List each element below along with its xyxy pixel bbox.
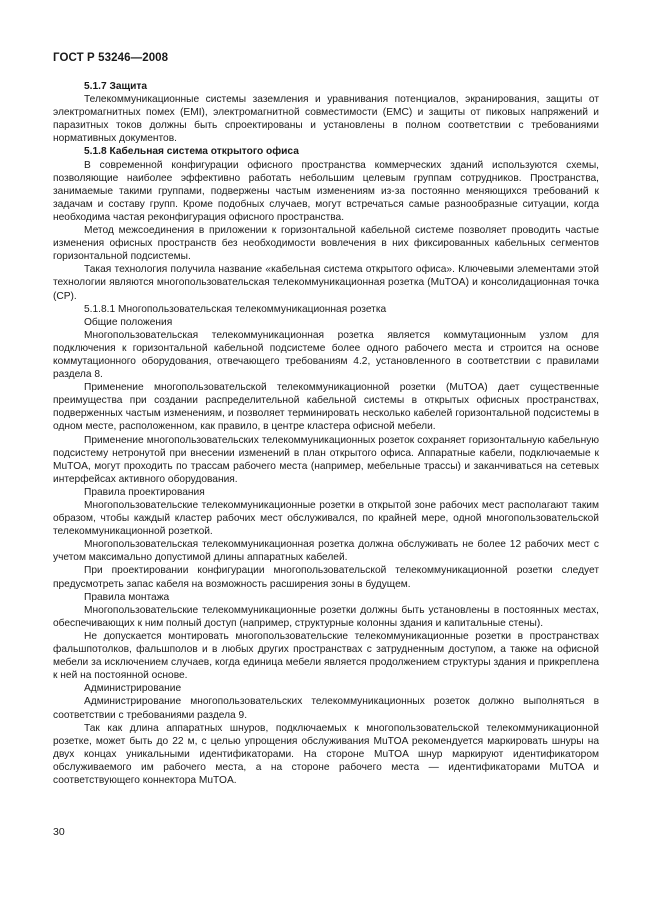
paragraph: Администрирование многопользовательских телекоммуникационных розеток должно выполняться в соответствии с требованиями раздела 9.	[53, 696, 599, 721]
paragraph: Многопользовательская телекоммуникационная розетка является коммутационным узлом для подключения к горизонтальной кабельной подсистеме более одного рабочего места и строится на основе коммутационного оборудования, отвечающего требованиям 4.2, установленного в соответствии с правилами раздела 8.	[53, 329, 599, 381]
subsection-title-general: Общие положения	[84, 316, 173, 328]
section-heading-5-1-7: 5.1.7 Защита	[84, 81, 148, 92]
document-header: ГОСТ Р 53246—2008	[53, 52, 169, 64]
subsection-title-design: Правила проектирования	[84, 486, 205, 498]
paragraph: Не допускается монтировать многопользовательские телекоммуникационные розетки в пространствах фальшпотолков, фальшполов и в любых других пространствах с затрудненным доступом, а также на офисной мебели за исключением случаев, когда единица мебели является продолжением структуры здания и прикреплена к ней на постоянной основе.	[53, 630, 599, 682]
paragraph: Многопользовательские телекоммуникационные розетки должны быть установлены в постоянных местах, обеспечивающих к ним полный доступ (например, структурные колонны здания и капитальные стены).	[53, 604, 599, 629]
subsection-title-installation: Правила монтажа	[84, 591, 170, 603]
paragraph: Применение многопользовательской телекоммуникационной розетки (MuTOA) дает существенные преимущества при создании распределительной кабельной системы в открытых офисных пространствах, подверженных частым изменениям, и позволяет терминировать несколько кабелей горизонтальной подсистемы в одном месте, расположенном, как правило, в центре кластера офисной мебели.	[53, 382, 599, 433]
page-number: 30	[53, 826, 65, 838]
paragraph: Телекоммуникационные системы заземления и уравнивания потенциалов, экранирования, защиты от электромагнитных помех (EMI), электромагнитной совместимости (EMC) и защиты от пиковых напряжений и паразитных токов должны быть спроектированы и установлены в полном соответствии с требованиями нормативных документов.	[53, 94, 599, 145]
paragraph: Многопользовательская телекоммуникационная розетка должна обслуживать не более 12 рабочих мест с учетом максимально допустимой длины аппаратных кабелей.	[53, 539, 599, 564]
paragraph: Так как длина аппаратных шнуров, подключаемых к многопользовательской телекоммуникационной розетке, может быть до 22 м, с целью упрощения обслуживания MuTOA рекомендуется маркировать шнуры на двух концах уникальными идентификаторами. На стороне MuTOA шнур маркируют идентификатором обслуживаемого им рабочего места, а на стороне рабочего места — идентификаторами MuTOA и соответствующего коннектора MuTOA.	[53, 722, 599, 786]
paragraph: Многопользовательские телекоммуникационные розетки в открытой зоне рабочих мест располагают таким образом, чтобы каждый кластер рабочих мест обслуживался, по крайней мере, одной многопользовательской телекоммуникационной розеткой.	[53, 500, 599, 538]
subsection-heading-5-1-8-1: 5.1.8.1 Многопользовательская телекоммуникационная розетка	[84, 303, 387, 315]
page-body	[53, 80, 599, 787]
subsection-title-administration: Администрирование	[84, 683, 182, 695]
paragraph: Метод межсоединения в приложении к горизонтальной кабельной системе позволяет проводить частые изменения офисных пространств без необходимости вовлечения в них фиксированных кабельных сегментов горизонтальной подсистемы.	[53, 225, 599, 263]
paragraph: Такая технология получила название «кабельная система открытого офиса». Ключевыми элементами этой технологии являются многопользовательская телекоммуникационная розетка (MuTOA) и консолидационная точка (CP).	[53, 264, 599, 302]
paragraph: В современной конфигурации офисного пространства коммерческих зданий используются схемы, позволяющие наиболее эффективно работать небольшим целевым группам сотрудников. Пространства, занимаемые такими группами, подвержены частым изменениям из-за постоянно меняющихся требований к задачам и составу групп. Кроме подобных случаев, могут встречаться самые разнообразные ситуации, когда необходима частая реконфигурация офисного пространства.	[53, 159, 599, 223]
section-heading-5-1-8: 5.1.8 Кабельная система открытого офиса	[84, 146, 299, 158]
paragraph: При проектировании конфигурации многопользовательской телекоммуникационной розетки следует предусмотреть запас кабеля на возможность расширения зоны в будущем.	[53, 565, 599, 590]
paragraph: Применение многопользовательских телекоммуникационных розеток сохраняет горизонтальную кабельную подсистему нетронутой при внесении изменений в план открытого офиса. Аппаратные кабели, подключаемые к MuTOA, могут проходить по трассам рабочего места (например, мебельные трассы) и заканчиваться на сетевых интерфейсах активного оборудования.	[53, 434, 599, 485]
